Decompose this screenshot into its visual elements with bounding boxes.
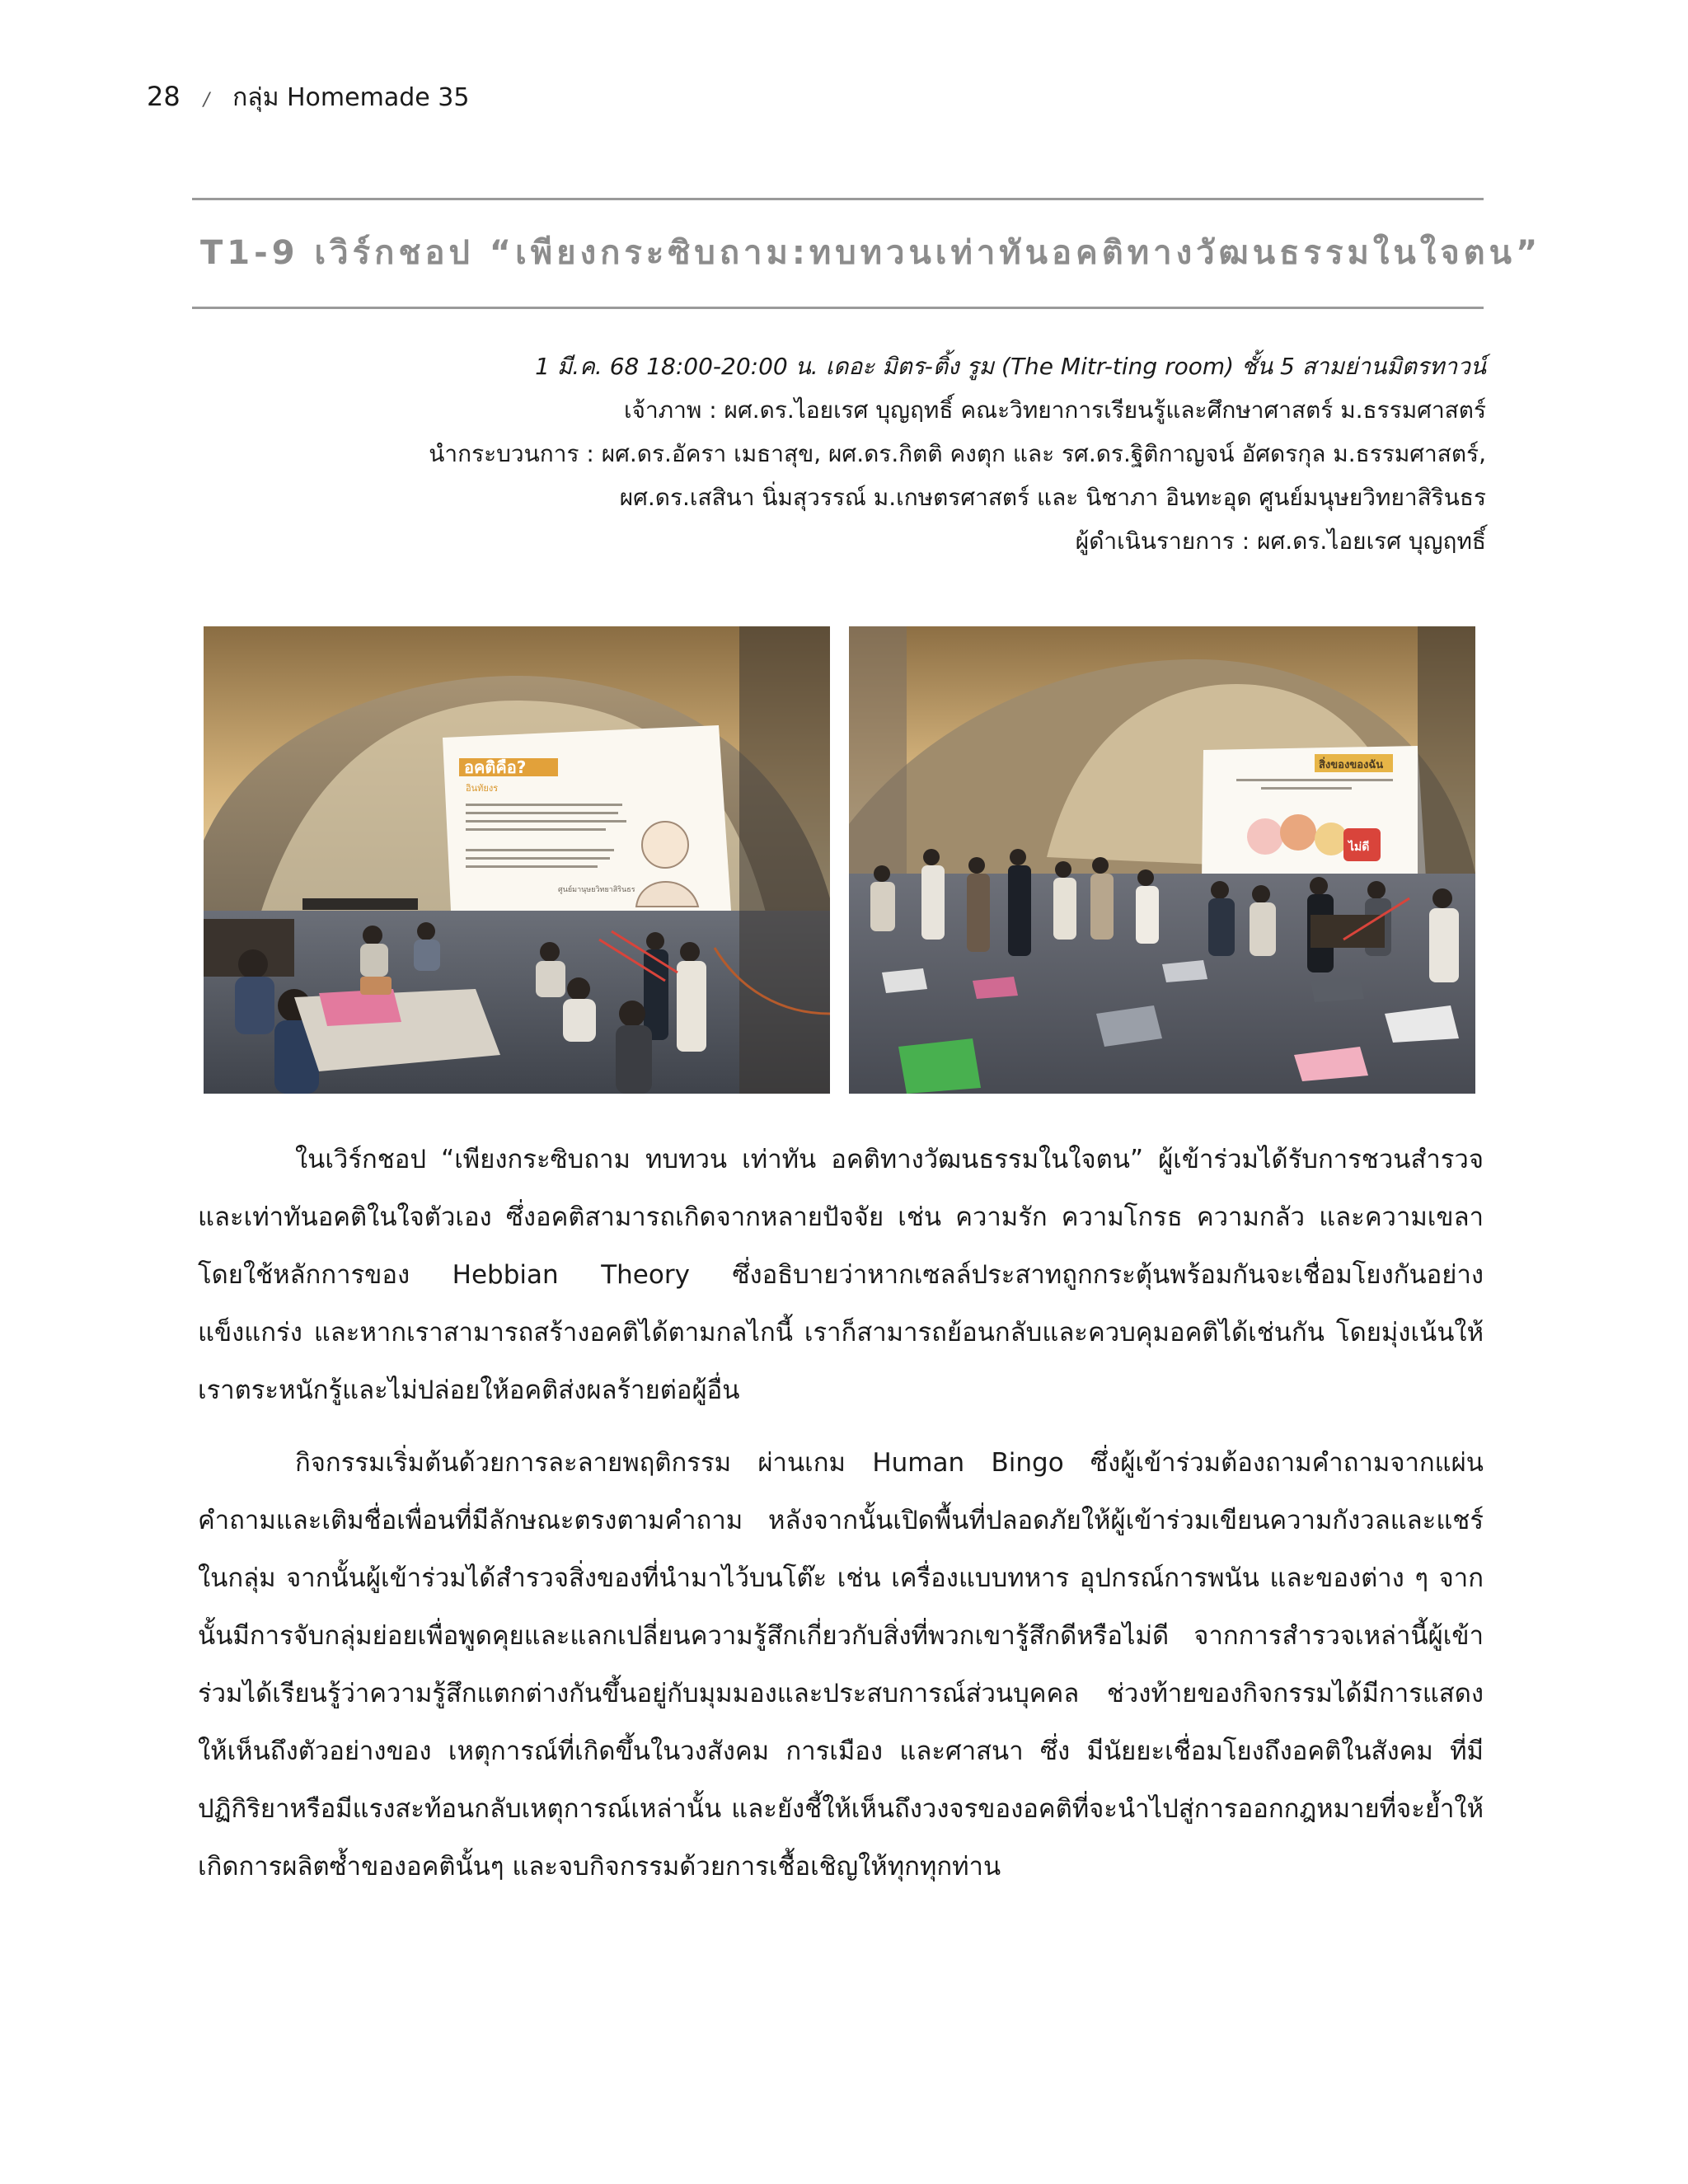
event-date-venue: 1 มี.ค. 68 18:00-20:00 น. เดอะ มิตร-ติ้ง รูม (The Mitr-ting room) ชั้น 5 สามย่านมิตรทาวน์	[535, 353, 1486, 380]
workshop-photo-right	[849, 626, 1475, 1094]
photo-right-illustration	[849, 626, 1475, 1094]
event-host: เจ้าภาพ : ผศ.ดร.ไอยเรศ บุญฤทธิ์ คณะวิทยาการเรียนรู้และศึกษาศาสตร์ ม.ธรรมศาสตร์	[623, 396, 1486, 424]
body-paragraph-1: ในเวิร์กชอป “เพียงกระซิบถาม ทบทวน เท่าทัน อคติทางวัฒนธรรมในใจตน” ผู้เข้าร่วมได้รับการชวนสำรวจและเท่าทันอคติในใจตัวเอง ซึ่งอคติสามารถเกิดจากหลายปัจจัย เช่น ความรัก ความโกรธ ความกลัว และความเขลา โดยใช้หลักการของ Hebbian Theory ซึ่งอธิบายว่าหากเซลล์ประสาทถูกกระตุ้นพร้อมกันจะเชื่อมโยงกันอย่างแข็งแกร่ง และหากเราสามารถสร้างอคติได้ตามกลไกนี้ เราก็สามารถย้อนกลับและควบคุมอคติได้เช่นกัน โดยมุ่งเน้นให้เราตระหนักรู้และไม่ปล่อยให้อคติส่งผลร้ายต่อผู้อื่น	[198, 1145, 1484, 1405]
page-number: 28	[147, 81, 181, 112]
title-rule-bottom	[192, 307, 1484, 309]
body-paragraph-2: กิจกรรมเริ่มต้นด้วยการละลายพฤติกรรม ผ่านเกม Human Bingo ซึ่งผู้เข้าร่วมต้องถามคำถามจากแผ่นคำถามและเติมชื่อเพื่อนที่มีลักษณะตรงตามคำถาม หลังจากนั้นเปิดพื้นที่ปลอดภัยให้ผู้เข้าร่วมเขียนความกังวลและแชร์ในกลุ่ม จากนั้นผู้เข้าร่วมได้สำรวจสิ่งของที่นำมาไว้บนโต๊ะ เช่น เครื่องแบบทหาร อุปกรณ์การพนัน และของต่าง ๆ จากนั้นมีการจับกลุ่มย่อยเพื่อพูดคุยและแลกเปลี่ยนความรู้สึกเกี่ยวกับสิ่งที่พวกเขารู้สึกดีหรือไม่ดี จากการสำรวจเหล่านี้ผู้เข้าร่วมได้เรียนรู้ว่าความรู้สึกแตกต่างกันขึ้นอยู่กับมุมมองและประสบการณ์ส่วนบุคคล ช่วงท้ายของกิจกรรมได้มีการแสดงให้เห็นถึงตัวอย่างของ เหตุการณ์ที่เกิดขึ้นในวงสังคม การเมือง และศาสนา ซึ่ง มีนัยยะเชื่อมโยงถึงอคติในสังคม ที่มีปฏิกิริยาหรือมีแรงสะท้อนกลับเหตุการณ์เหล่านั้น และยังชี้ให้เห็นถึงวงจรของอคติที่จะนำไปสู่การออกกฎหมายที่จะย้ำให้เกิดการผลิตซ้ำของอคตินั้นๆ และจบกิจกรรมด้วยการเชื้อเชิญให้ทุกทุกท่าน	[198, 1448, 1484, 1882]
event-metadata	[200, 344, 1486, 563]
workshop-photo-left	[204, 626, 830, 1094]
screen-source-text: ศูนย์มานุษยวิทยาสิรินธร	[558, 886, 635, 894]
event-facilitators-line-1: นำกระบวนการ : ผศ.ดร.อัครา เมธาสุข, ผศ.ดร.กิตติ คงตุก และ รศ.ดร.ฐิติกาญจน์ อัศดรกุล ม.ธรรมศาสตร์,	[429, 440, 1486, 467]
screen-title-text: อคติคือ?	[464, 757, 527, 777]
title-rule-top	[192, 198, 1484, 200]
photo-left-illustration	[204, 626, 830, 1094]
body-text	[198, 1131, 1484, 1910]
event-facilitators-line-2: ผศ.ดร.เสสินา นิ่มสุวรรณ์ ม.เกษตรศาสตร์ และ นิชาภา อินทะอุด ศูนย์มนุษยวิทยาสิรินธร	[619, 484, 1486, 511]
screen-badge-text: ไม่ดี	[1348, 841, 1370, 854]
page-header	[147, 78, 469, 117]
section-title: T1-9 เวิร์กชอป “เพียงกระซิบถาม:ทบทวนเท่าทันอคติทางวัฒนธรรมในใจตน”	[200, 234, 1542, 272]
header-group-name: กลุ่ม Homemade 35	[232, 83, 470, 112]
event-moderator: ผู้ดำเนินรายการ : ผศ.ดร.ไอยเรศ บุญฤทธิ์	[1075, 527, 1486, 555]
screen-title-text-right: สิ่งของของฉัน	[1319, 759, 1384, 771]
header-separator: /	[203, 90, 210, 110]
screen-subtitle-text: อินทัยงร	[466, 783, 499, 794]
